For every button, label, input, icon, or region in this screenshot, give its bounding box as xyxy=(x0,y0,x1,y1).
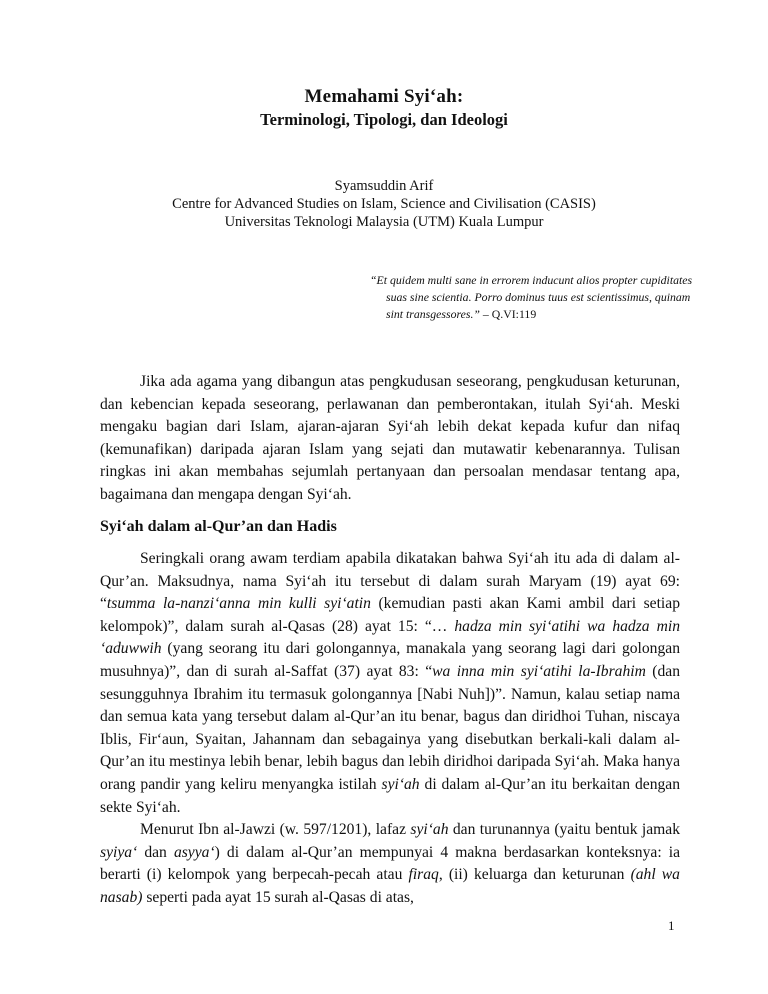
epigraph-quote xyxy=(370,272,700,323)
italic-run: syiya‘ xyxy=(100,843,138,861)
author-name: Syamsuddin Arif xyxy=(334,178,434,194)
body-paragraph-2 xyxy=(100,819,680,909)
page-number: 1 xyxy=(668,918,675,933)
epigraph-reference: – Q.VI:119 xyxy=(479,307,537,321)
intro-block xyxy=(100,371,680,507)
text-run: Seringkali orang awam terdiam apabila dikatakan bahwa Syi‘ah itu ada di dalam al-Qur’an. Maksudnya, nama Syi‘ah itu tersebut di dalam surah Maryam (19) ayat 69: “ xyxy=(100,550,680,613)
section-body xyxy=(100,548,680,910)
text-run: , (ii) keluarga dan keturunan xyxy=(438,866,631,884)
text-run: Menurut Ibn al-Jawzi (w. 597/1201), lafaz xyxy=(140,821,411,839)
text-run: ) di dalam al-Qur’an mempunyai 4 makna berdasarkan konteksnya: ia berarti (i) kelompok yang berpecah-pecah atau xyxy=(100,843,680,884)
italic-run: (ahl wa nasab) xyxy=(100,866,680,906)
epigraph xyxy=(370,272,700,323)
text-run: (dan sesungguhnya Ibrahim itu termasuk golongannya [Nabi Nuh])”. Namun, kalau setiap nama dan semua kata yang tersebut dalam al-Qur’an itu benar, bagus dan diridhoi Tuhan, niscaya Iblis, Fir‘aun, Syaitan, Jahannam dan sebagainya yang disebutkan berkali-kali dalam al-Qur’an itu mestinya lebih benar, lebih bagus dan lebih diridhoi daripada Syi‘ah. Maka hanya orang pandir yang keliru menyangka istilah xyxy=(100,662,680,793)
italic-run: hadza min syi‘atihi wa hadza min ‘aduwwih xyxy=(100,617,680,658)
italic-run: syi‘ah xyxy=(381,775,420,793)
section-heading: Syi‘ah dalam al-Qur’an dan Hadis xyxy=(100,518,337,535)
text-run: dan xyxy=(137,843,174,861)
italic-run: wa inna min syi‘atihi la-Ibrahim xyxy=(432,662,646,680)
author-affiliation: Centre for Advanced Studies on Islam, Science and Civilisation (CASIS) xyxy=(172,196,596,212)
document-subtitle: Terminologi, Tipologi, dan Ideologi xyxy=(260,110,508,129)
author-university: Universitas Teknologi Malaysia (UTM) Kuala Lumpur xyxy=(224,214,544,230)
italic-run: firaq xyxy=(408,866,439,884)
text-run: dan turunannya (yaitu bentuk jamak xyxy=(448,821,681,839)
author-block xyxy=(0,177,768,231)
intro-paragraph: Jika ada agama yang dibangun atas pengkudusan seseorang, pengkudusan keturunan, dan kebencian kepada seseorang, perlawanan dan pemberontakan, itulah Syi‘ah. Meski mengaku bagian dari Islam, ajaran-ajaran Syi‘ah lebih dekat kepada kufur dan nifaq (kemunafikan) daripada ajaran Islam yang sejati dan mutawatir kebenarannya. Tulisan ringkas ini akan membahas sejumlah pertanyaan dan persoalan mendasar tentang apa, bagaimana dan mengapa dengan Syi‘ah. xyxy=(100,373,680,503)
epigraph-quote-text: “Et quidem multi sane in errorem inducunt alios propter cupiditates suas sine scientia. Porro dominus tuus est scientissimus, quinam sint transgessores.” xyxy=(370,273,693,321)
body-paragraph-1 xyxy=(100,548,680,819)
text-run: (kemudian pasti akan Kami ambil dari setiap kelompok)”, dalam surah al-Qasas (28) ayat 15: “… xyxy=(100,595,680,635)
italic-run: asyya‘ xyxy=(173,843,215,861)
italic-run: syi‘ah xyxy=(410,821,449,839)
text-run: di dalam al-Qur’an itu berkaitan dengan sekte Syi‘ah. xyxy=(100,775,680,816)
document-title: Memahami Syi‘ah: xyxy=(304,86,464,107)
text-run: seperti pada ayat 15 surah al-Qasas di atas, xyxy=(142,888,414,906)
italic-run: tsumma la-nanzi‘anna min kulli syi‘atin xyxy=(106,595,371,613)
text-run: (yang seorang itu dari golongannya, manakala yang seorang lagi dari golongan musuhnya)”, dan di surah al-Saffat (37) ayat 83: “ xyxy=(100,640,680,680)
